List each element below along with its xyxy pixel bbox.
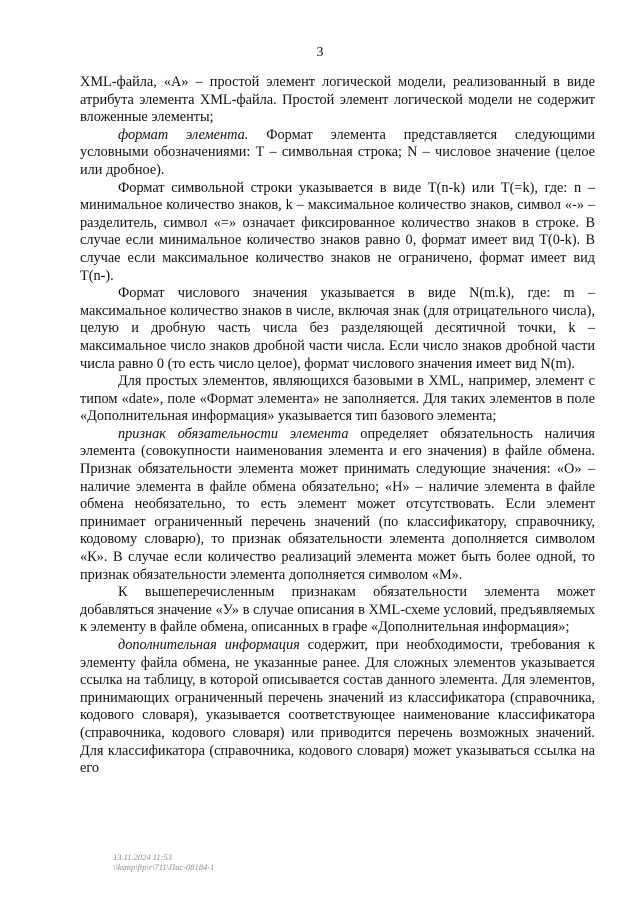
page-number: 3 xyxy=(316,45,324,60)
paragraph-text: содержит, при необходимости, требования к элементу файла обмена, не указанные ранее. Для сложных элементов указывается ссылка на таблицу, в которой описывается состав данного элемента. Для элементов, принимающих ограниченный перечень значений из классификатора (справочника, кодового словаря), указывается соответствующее наименование классификатора (справочника, кодового словаря) или приводится перечень возможных значений. Для классификатора (справочника, кодового словаря) может указываться ссылка на его xyxy=(80,637,595,777)
paragraph-p3 xyxy=(80,180,595,286)
term-label: дополнительная информация xyxy=(118,637,300,653)
paragraph-p6 xyxy=(80,426,595,584)
paragraph-p4 xyxy=(80,285,595,373)
stamp-file-path: \\ksmp\ftp\r\711\Пис-08184-1 xyxy=(113,862,215,872)
paragraph-text: Формат элемента представляется следующими условными обозначениями: Т – символьная строка; N – числовое значение (целое или дробное). xyxy=(80,126,596,178)
paragraph-p7 xyxy=(80,584,595,637)
paragraph-p1 xyxy=(80,74,595,127)
paragraph-text: Формат числового значения указывается в виде N(m.k), где: m – максимальное количество знаков в числе, включая знак (для отрицательного числа), целую и дробную часть числа без разделяющей десятичной точки, k – максимальное число знаков дробной части числа. Если число знаков дробной части числа равно 0 (то есть число целое), формат числового значения имеет вид N(m). xyxy=(80,285,595,372)
paragraph-text: определяет обязательность наличия элемента (совокупности наименования элемента и его значения) в файле обмена. Признак обязательности элемента может принимать следующие значения: «О» – наличие элемента в файле обмена обязательно; «Н» – наличие элемента в файле обмена необязательно, то есть элемент может отсутствовать. Если элемент принимает ограниченный перечень значений (по классификатору, справочнику, кодовому словарю), то признак обязательности элемента дополняется символом «К». В случае если количество реализаций элемента может быть более одной, то признак обязательности элемента дополняется символом «М». xyxy=(80,425,595,583)
paragraph-p5 xyxy=(80,373,595,426)
paragraph-p8 xyxy=(80,637,595,778)
paragraph-text: К вышеперечисленным признакам обязательности элемента может добавляться значение «У» в случае описания в XML-схеме условий, предъявляемых к элементу в файле обмена, описанных в графе «Дополнительная информация»; xyxy=(80,584,595,636)
term-label: формат элемента. xyxy=(118,126,249,143)
paragraph-p2 xyxy=(80,127,595,180)
stamp-timestamp: 13.11.2024 11:53 xyxy=(113,852,172,862)
document-stamp xyxy=(113,852,214,872)
document-body xyxy=(80,74,595,778)
paragraph-text: Для простых элементов, являющихся базовыми в XML, например, элемент с типом «date», поле «Формат элемента» не заполняется. Для таких элементов в поле «Дополнительная информация» указывается тип базового элемента; xyxy=(80,373,595,425)
paragraph-text: Формат символьной строки указывается в виде Т(n-k) или T(=k), где: n – минимальное количество знаков, k – максимальное количество знаков, символ «-» – разделитель, символ «=» означает фиксированное количество знаков в строке. В случае если минимальное количество знаков равно 0, формат имеет вид Т(0-k). В случае если максимальное количество знаков не ограничено, формат имеет вид Т(n-). xyxy=(80,179,595,284)
term-label: признак обязательности элемента xyxy=(118,425,349,442)
paragraph-text: XML-файла, «А» – простой элемент логической модели, реализованный в виде атрибута элемента XML-файла. Простой элемент логической модели не содержит вложенные элементы; xyxy=(80,74,595,126)
